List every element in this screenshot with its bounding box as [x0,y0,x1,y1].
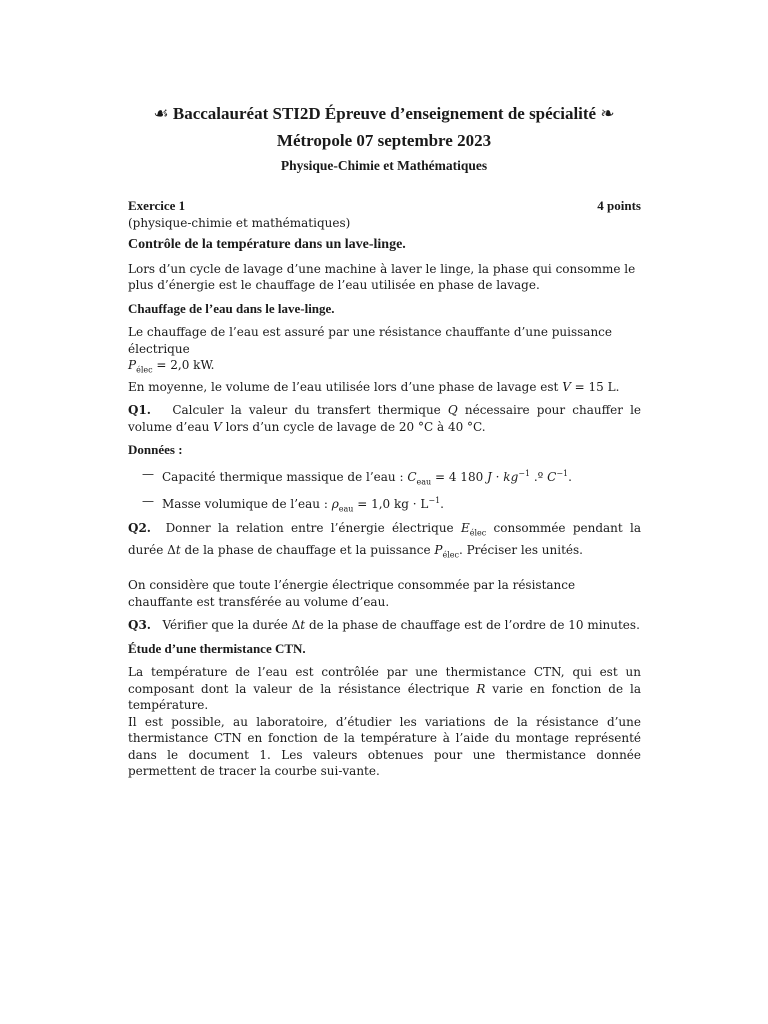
power-value: = 2,0 kW. [152,358,215,372]
ornament-left-icon: ☙ [153,104,169,123]
power-subscript: élec [136,365,153,375]
section-thermistor-title: Étude d’une thermistance CTN. [128,640,306,656]
volume-value: = 15 L. [570,379,620,394]
ornament-right-icon: ❧ [600,104,615,123]
unit-joule: J [487,469,492,484]
heat-symbol: Q [447,403,458,418]
density-exponent: −1 [428,495,441,505]
exercise-points: 4 points [597,198,641,213]
volume-text: En moyenne, le volume de l’eau utilisée lors d’une phase de lavage est [128,379,563,394]
consider-paragraph: On considère que toute l’énergie électrique consommée par la résistance chauffante est transférée au volume d’eau. [128,578,576,609]
exercise-label: Exercice 1 [128,198,186,213]
unit-kg-exponent: −1 [518,468,531,478]
question-2-label: Q2. [128,520,151,535]
question-2 [128,520,641,564]
question-3-text-a: Vérifier que la durée Δ [162,618,301,633]
density-value: = 1,0 kg · L [353,496,429,511]
unit-kg: kg [503,469,519,484]
unit-separator: .º [530,469,548,484]
exam-subject: Physique-Chimie et Mathématiques [280,158,488,173]
energy-subscript: élec [469,528,487,538]
density-subscript: eau [338,504,354,514]
question-3-text-b: de la phase de chauffage est de l’ordre de 10 minutes. [305,618,640,633]
question-1 [128,402,641,435]
exam-title [0,104,768,124]
exercise-content [128,198,641,780]
thermistor-paragraph [128,664,641,780]
heating-paragraph [128,324,641,395]
unit-dot: · [491,469,504,484]
question-2-text-b: consommée pendant la durée Δ [128,520,641,557]
time-symbol-q3: t [300,618,306,633]
dash-icon: — [142,493,154,508]
question-1-label: Q1. [128,403,151,418]
data-item-heat-capacity [128,466,641,491]
capacity-value: = 4 180 [431,469,488,484]
dash-icon: — [142,466,154,481]
data-title: Données : [128,442,183,458]
thermistor-text-b: varie en fonction de la température. [128,681,641,713]
data-item-density [128,493,641,518]
unit-celsius: C [547,469,557,484]
capacity-symbol: C [407,469,417,484]
resistance-symbol: R [476,681,486,696]
exam-session: Métropole 07 septembre 2023 [276,131,492,150]
power-symbol-q2: P [434,542,443,557]
question-2-text-c: de la phase de chauffage et la puissance [180,542,435,557]
capacity-subscript: eau [416,477,432,487]
exercise-subject: (physique-chimie et mathématiques) [128,215,351,230]
thermistor-text-a: La température de l’eau est contrôlée par une thermistance CTN, qui est un composant dont la valeur de la résistance électrique [128,665,641,696]
intro-paragraph: Lors d’un cycle de lavage d’une machine à laver le linge, la phase qui consomme le plus d’énergie est le chauffage de l’eau utilisée en phase de lavage. [128,261,636,292]
thermistor-text-c: Il est possible, au laboratoire, d’étudier les variations de la résistance d’une thermistance CTN en fonction de la température à l’aide du montage représenté dans le document 1. Les valeurs obtenues pour une thermistance donnée permettent de tracer la courbe sui-vante. [128,714,641,779]
density-symbol: ρ [331,496,339,511]
question-3 [128,617,641,634]
spacer [128,563,641,577]
heating-line1: Le chauffage de l’eau est assuré par une résistance chauffante d’une puissance électrique [128,325,613,356]
power-subscript-q2: élec [442,549,459,559]
section-heating-title: Chauffage de l’eau dans le lave-linge. [128,300,335,316]
data-item-1-end: . [568,469,572,484]
exam-title-text: Baccalauréat STI2D Épreuve d’enseignement de spécialité [172,104,597,123]
time-symbol: t [175,542,181,557]
question-1-text-c: lors d’un cycle de lavage de 20 °C à 40 °C. [221,419,486,434]
exercise-main-title: Contrôle de la température dans un lave-linge. [128,237,406,252]
unit-celsius-exponent: −1 [556,468,569,478]
data-item-2-end: . [440,496,444,511]
exercise-header [128,198,641,215]
data-item-2-text: Masse volumique de l’eau : [162,496,332,511]
energy-symbol: E [460,520,470,535]
question-2-text-d: . Préciser les unités. [458,542,583,557]
question-1-text-a: Calculer la valeur du transfert thermique [172,403,448,418]
volume-symbol-q1: V [213,419,222,434]
question-2-text-a: Donner la relation entre l’énergie électrique [165,520,461,535]
question-1-text-b: nécessaire pour chauffer le volume d’eau [128,403,642,434]
volume-symbol: V [562,379,571,394]
data-item-1-text: Capacité thermique massique de l’eau : [162,469,408,484]
data-item-1-content [162,466,572,491]
power-symbol: P [128,358,137,372]
data-item-2-content [162,493,444,518]
question-3-label: Q3. [128,618,151,633]
